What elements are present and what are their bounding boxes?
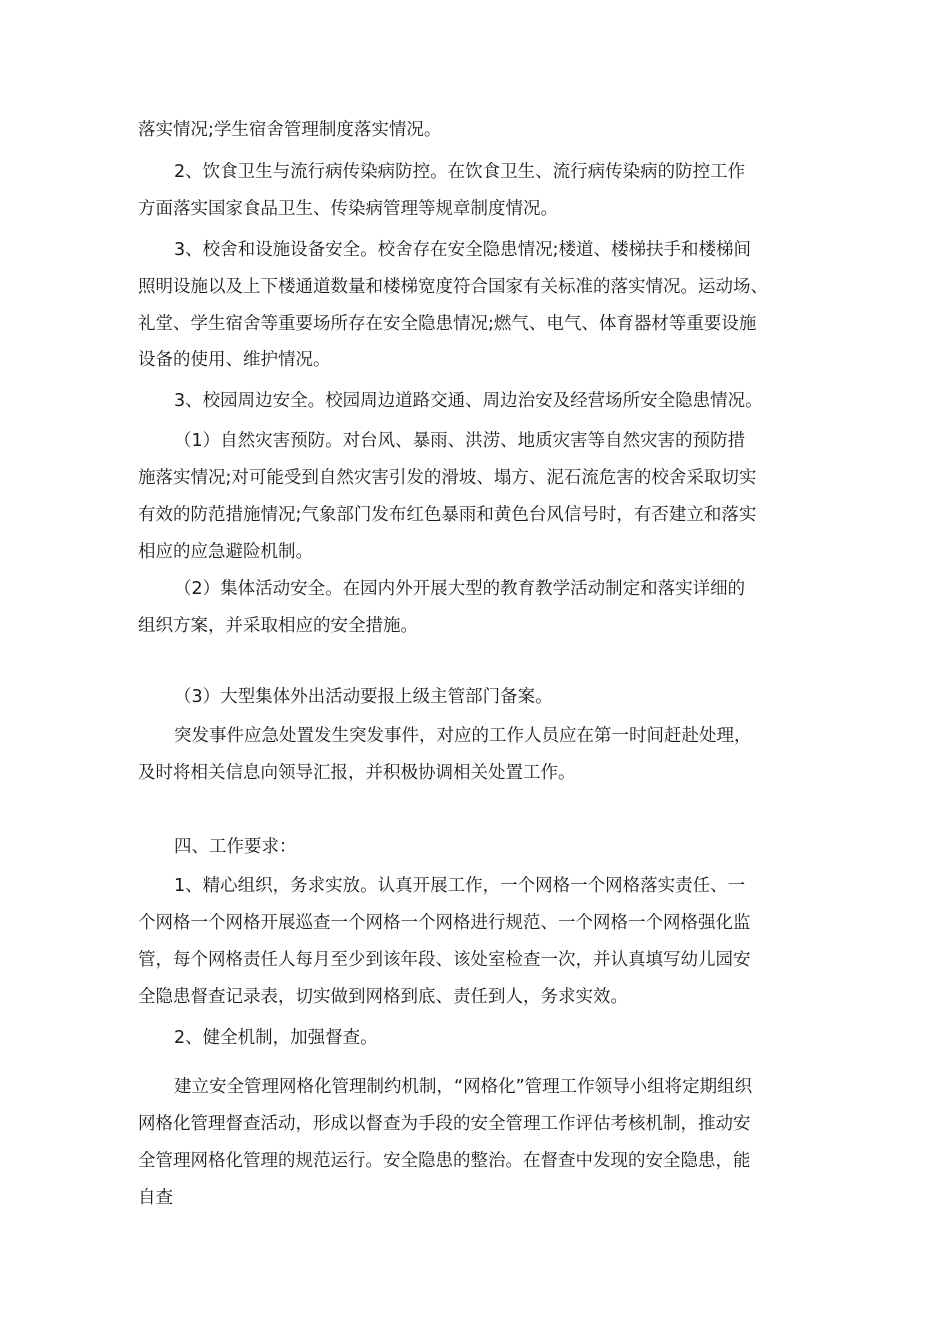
text-line: 有效的防范措施情况;气象部门发布红色暴雨和黄色台风信号时，有否建立和落实: [138, 505, 757, 525]
text-line: （2）集体活动安全。在园内外开展大型的教育教学活动制定和落实详细的: [174, 579, 746, 599]
text-line: 礼堂、学生宿舍等重要场所存在安全隐患情况;燃气、电气、体育器材等重要设施: [138, 314, 757, 334]
text-line: 突发事件应急处置发生突发事件，对应的工作人员应在第一时间赶赴处理，: [174, 726, 752, 746]
text-line: 落实情况;学生宿舍管理制度落实情况。: [138, 120, 442, 140]
text-line: 2、健全机制，加强督查。: [174, 1028, 378, 1048]
text-line: 相应的应急避险机制。: [138, 542, 313, 562]
text-line: 1、精心组织，务求实放。认真开展工作，一个网格一个网格落实责任、一: [174, 876, 746, 896]
text-line: 全隐患督查记录表，切实做到网格到底、责任到人，务求实效。: [138, 987, 628, 1007]
text-line: 管，每个网格责任人每月至少到该年段、该处室检查一次，并认真填写幼儿园安: [138, 950, 751, 970]
text-line: 个网格一个网格开展巡查一个网格一个网格进行规范、一个网格一个网格强化监: [138, 913, 751, 933]
text-line: （1）自然灾害预防。对台风、暴雨、洪涝、地质灾害等自然灾害的预防措: [174, 431, 746, 451]
text-line: 施落实情况;对可能受到自然灾害引发的滑坡、塌方、泥石流危害的校舍采取切实: [138, 468, 757, 488]
text-line: 自查: [138, 1188, 173, 1208]
text-line: 建立安全管理网格化管理制约机制，“网格化”管理工作领导小组将定期组织: [174, 1077, 753, 1097]
text-line: 设备的使用、维护情况。: [138, 350, 331, 370]
text-line: （3）大型集体外出活动要报上级主管部门备案。: [174, 687, 553, 707]
text-line: 3、校舍和设施设备安全。校舍存在安全隐患情况;楼道、楼梯扶手和楼梯间: [174, 240, 752, 260]
text-line: 3、校园周边安全。校园周边道路交通、周边治安及经营场所安全隐患情况。: [174, 391, 763, 411]
text-line: 网格化管理督查活动，形成以督查为手段的安全管理工作评估考核机制，推动安: [138, 1114, 751, 1134]
text-line: 组织方案，并采取相应的安全措施。: [138, 616, 418, 636]
section-heading: 四、工作要求：: [174, 837, 297, 857]
text-line: 2、饮食卫生与流行病传染病防控。在饮食卫生、流行病传染病的防控工作: [174, 162, 746, 182]
text-line: 照明设施以及上下楼通道数量和楼梯宽度符合国家有关标准的落实情况。运动场、: [138, 277, 768, 297]
text-line: 及时将相关信息向领导汇报，并积极协调相关处置工作。: [138, 763, 576, 783]
text-line: 全管理网格化管理的规范运行。安全隐患的整治。在督查中发现的安全隐患，能: [138, 1151, 751, 1171]
text-line: 方面落实国家食品卫生、传染病管理等规章制度情况。: [138, 199, 558, 219]
